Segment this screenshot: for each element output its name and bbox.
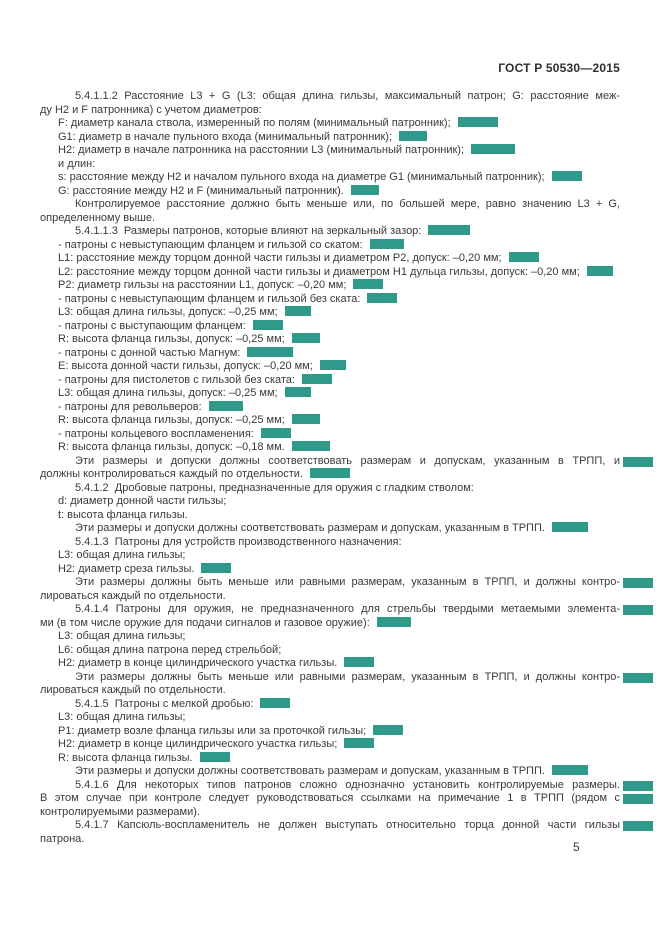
highlight-marker	[623, 605, 653, 615]
text-line	[40, 779, 620, 793]
text-line	[40, 225, 620, 239]
text-line	[40, 563, 620, 577]
highlight-marker	[292, 333, 320, 343]
text-line-content: 5.4.1.6 Для некоторых типов патронов сложно однозначно установить контролируемые размеры.	[75, 778, 620, 791]
page-number: 5	[573, 840, 580, 854]
text-line-content: патрона.	[40, 832, 85, 845]
text-line-content: и длин:	[58, 157, 96, 170]
highlight-marker	[377, 617, 411, 627]
text-line-content: - патроны для пистолетов с гильзой без ската:	[58, 373, 295, 386]
highlight-marker	[587, 266, 613, 276]
text-line-content: - патроны для револьверов:	[58, 400, 202, 413]
highlight-marker	[370, 239, 404, 249]
highlight-marker	[509, 252, 539, 262]
text-line-content: 5.4.1.5 Патроны с мелкой дробью:	[75, 697, 254, 710]
text-line-content: G: расстояние между H2 и F (минимальный патронник).	[58, 184, 344, 197]
highlight-marker	[344, 657, 374, 667]
text-line	[40, 752, 620, 766]
text-line-content: 5.4.1.1.3 Размеры патронов, которые влияют на зеркальный зазор:	[75, 225, 422, 237]
text-line-content: Эти размеры должны быть меньше или равными размерам, указанным в ТРПП, и должны контро-	[75, 670, 620, 683]
text-line-content: G1: диаметр в начале пульного входа (минимальный патронник);	[58, 130, 393, 143]
text-line-content: В этом случае при контроле следует руководствоваться ссылками на примечание 1 в ТРПП (рядом с	[40, 792, 620, 804]
text-line	[40, 279, 620, 293]
text-line-content: лироваться каждый по отдельности.	[40, 589, 226, 602]
text-line	[40, 347, 620, 361]
text-line-content: 5.4.1.4 Патроны для оружия, не предназначенного для стрельбы твердыми метаемыми элемента-	[75, 603, 620, 615]
highlight-marker	[344, 738, 374, 748]
text-line	[40, 792, 620, 806]
highlight-marker	[353, 279, 383, 289]
highlight-marker	[260, 698, 290, 708]
highlight-marker	[428, 225, 470, 235]
highlight-marker	[399, 131, 427, 141]
text-line-content: L1: расстояние между торцом донной части гильзы и диаметром P2, допуск: –0,20 мм;	[58, 252, 502, 264]
text-line	[40, 293, 620, 307]
text-line-content: H2: диаметр в конце цилиндрического участка гильзы.	[58, 657, 338, 669]
text-line-content: E: высота донной части гильзы, допуск: –0,20 мм;	[58, 360, 313, 372]
highlight-marker	[623, 457, 653, 467]
text-line	[40, 495, 620, 509]
highlight-marker	[200, 752, 230, 762]
highlight-marker	[552, 765, 588, 775]
text-line	[40, 833, 620, 847]
highlight-marker	[373, 725, 403, 735]
text-line-content: L6: общая длина патрона перед стрельбой;	[58, 643, 282, 656]
text-body	[40, 90, 620, 846]
text-line-content: - патроны с невыступающим фланцем и гильзой без ската:	[58, 292, 361, 305]
text-line-content: L3: общая длина гильзы;	[58, 630, 186, 642]
text-line-content: Контролируемое расстояние должно быть меньше или, по большей мере, равно значению L3 + G,	[75, 198, 620, 210]
text-line	[40, 698, 620, 712]
text-line	[40, 536, 620, 550]
text-line-content: R: высота фланца гильзы.	[58, 751, 193, 764]
text-line	[40, 819, 620, 833]
text-line-content: F: диаметр канала ствола, измеренный по полям (минимальный патронник);	[58, 117, 451, 129]
text-line	[40, 684, 620, 698]
text-line-content: t: высота фланца гильзы.	[58, 508, 188, 521]
text-line-content: H2: диаметр в начале патронника на расстоянии L3 (минимальный патронник);	[58, 144, 465, 156]
text-line	[40, 104, 620, 118]
text-line-content: Эти размеры и допуски должны соответствовать размерам и допускам, указанным в ТРПП, и	[75, 454, 620, 467]
text-line	[40, 522, 620, 536]
text-line-content: должны контролироваться каждый по отдельности.	[40, 468, 303, 480]
text-line-content: P2: диаметр гильзы на расстоянии L1, допуск: –0,20 мм;	[58, 279, 347, 291]
text-line-content: L3: общая длина гильзы, допуск: –0,25 мм;	[58, 387, 278, 399]
text-line	[40, 603, 620, 617]
text-line-content: ду H2 и F патронника) с учетом диаметров:	[40, 103, 262, 116]
text-line-content: 5.4.1.7 Капсюль-воспламенитель не должен выступать относительно торца донной части гильзы	[75, 819, 620, 831]
text-line	[40, 765, 620, 779]
text-line-content: L3: общая длина гильзы;	[58, 711, 186, 723]
highlight-marker	[285, 306, 311, 316]
text-line-content: R: высота фланца гильзы, допуск: –0,25 мм;	[58, 333, 285, 345]
text-line	[40, 320, 620, 334]
highlight-marker	[552, 171, 582, 181]
highlight-marker	[261, 428, 291, 438]
text-line	[40, 428, 620, 442]
text-line	[40, 198, 620, 212]
highlight-marker	[623, 673, 653, 683]
highlight-marker	[552, 522, 588, 532]
text-line	[40, 171, 620, 185]
highlight-marker	[623, 794, 653, 804]
text-line	[40, 387, 620, 401]
text-line	[40, 711, 620, 725]
highlight-marker	[247, 347, 293, 357]
text-line	[40, 455, 620, 469]
text-line-content: Эти размеры и допуски должны соответствовать размерам и допускам, указанным в ТРПП.	[75, 765, 545, 777]
highlight-marker	[292, 414, 320, 424]
text-line	[40, 617, 620, 631]
text-line	[40, 131, 620, 145]
highlight-marker	[471, 144, 515, 154]
text-line	[40, 333, 620, 347]
text-line	[40, 738, 620, 752]
text-line-content: Эти размеры должны быть меньше или равными размерам, указанным в ТРПП, и должны контро-	[75, 576, 620, 588]
highlight-marker	[285, 387, 311, 397]
text-line	[40, 306, 620, 320]
text-line-content: - патроны кольцевого воспламенения:	[58, 427, 254, 440]
text-line-content: R: высота фланца гильзы, допуск: –0,18 мм.	[58, 441, 285, 453]
text-line-content: L3: общая длина гильзы;	[58, 549, 186, 561]
text-line-content: 5.4.1.2 Дробовые патроны, предназначенные для оружия с гладким стволом:	[75, 481, 474, 494]
text-line	[40, 239, 620, 253]
text-line	[40, 806, 620, 820]
text-line-content: ми (в том числе оружие для подачи сигналов и газовое оружие):	[40, 616, 370, 629]
text-line	[40, 482, 620, 496]
text-line	[40, 117, 620, 131]
text-line	[40, 549, 620, 563]
text-line	[40, 644, 620, 658]
text-line	[40, 590, 620, 604]
text-line-content: L3: общая длина гильзы, допуск: –0,25 мм;	[58, 306, 278, 318]
text-line-content: определенному выше.	[40, 211, 156, 224]
text-line	[40, 252, 620, 266]
text-line	[40, 630, 620, 644]
text-line	[40, 144, 620, 158]
text-line	[40, 266, 620, 280]
text-line-content: контролируемыми размерами).	[40, 805, 200, 818]
text-line-content: L2: расстояние между торцом донной части гильзы и диаметром H1 дульца гильзы, допуск: –0,20 мм;	[58, 265, 580, 278]
text-line	[40, 509, 620, 523]
text-line-content: H2: диаметр среза гильзы.	[58, 562, 195, 575]
text-line	[40, 414, 620, 428]
highlight-marker	[458, 117, 498, 127]
text-line-content: лироваться каждый по отдельности.	[40, 684, 226, 696]
highlight-marker	[623, 578, 653, 588]
text-line	[40, 657, 620, 671]
highlight-marker	[292, 441, 330, 451]
highlight-marker	[310, 468, 350, 478]
document-header: ГОСТ Р 50530—2015	[498, 61, 620, 75]
text-line-content: d: диаметр донной части гильзы;	[58, 495, 227, 507]
text-line-content: s: расстояние между H2 и началом пульного входа на диаметре G1 (минимальный патронник);	[58, 171, 545, 183]
highlight-marker	[253, 320, 283, 330]
text-line	[40, 158, 620, 172]
text-line	[40, 441, 620, 455]
text-line-content: - патроны с донной частью Магнум:	[58, 346, 241, 359]
highlight-marker	[201, 563, 231, 573]
text-line-content: P1: диаметр возле фланца гильзы или за проточкой гильзы;	[58, 724, 367, 737]
text-line-content: - патроны с выступающим фланцем:	[58, 319, 246, 332]
highlight-marker	[623, 781, 653, 791]
highlight-marker	[351, 185, 379, 195]
highlight-marker	[367, 293, 397, 303]
text-line	[40, 374, 620, 388]
text-line-content: 5.4.1.3 Патроны для устройств производственного назначения:	[75, 535, 402, 548]
text-line-content: 5.4.1.1.2 Расстояние L3 + G (L3: общая длина гильзы, максимальный патрон; G: расстояние меж-	[75, 90, 620, 102]
text-line	[40, 401, 620, 415]
text-line	[40, 671, 620, 685]
text-line	[40, 212, 620, 226]
highlight-marker	[320, 360, 346, 370]
text-line-content: H2: диаметр в конце цилиндрического участка гильзы;	[58, 738, 338, 750]
text-line-content: - патроны с невыступающим фланцем и гильзой со скатом:	[58, 238, 363, 251]
text-line-content: R: высота фланца гильзы, допуск: –0,25 мм;	[58, 414, 285, 426]
text-line-content: Эти размеры и допуски должны соответствовать размерам и допускам, указанным в ТРПП.	[75, 522, 545, 534]
highlight-marker	[623, 821, 653, 831]
text-line	[40, 360, 620, 374]
text-line	[40, 576, 620, 590]
text-line	[40, 185, 620, 199]
text-line	[40, 90, 620, 104]
highlight-marker	[302, 374, 332, 384]
text-line	[40, 725, 620, 739]
text-line	[40, 468, 620, 482]
highlight-marker	[209, 401, 243, 411]
